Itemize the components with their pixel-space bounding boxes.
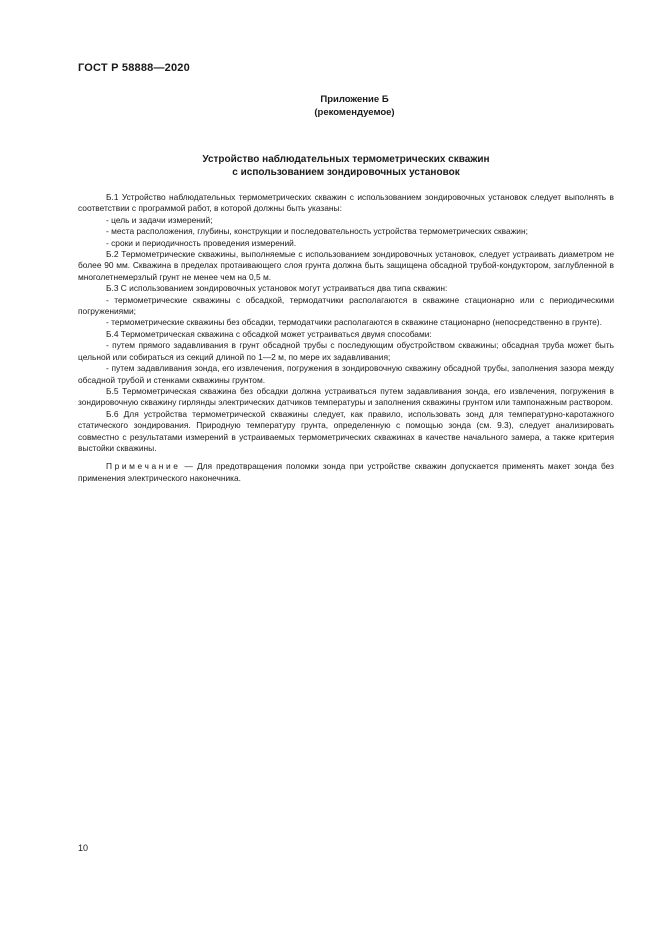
note-label: Примечание xyxy=(106,461,181,472)
page-number: 10 xyxy=(78,843,89,853)
paragraph-b4: Б.4 Термометрическая скважина с обсадкой может устраиваться двумя способами: xyxy=(106,328,432,339)
document-code: ГОСТ Р 58888—2020 xyxy=(78,62,190,74)
body-text xyxy=(78,192,614,484)
list-item: - термометрические скважины без обсадки, термодатчики располагаются в скважине стационарно (непосредственно в грунте). xyxy=(106,317,602,328)
paragraph-b2: Б.2 Термометрические скважины, выполняемые с использованием зондировочных установок, следует устраивать диаметром не более 90 мм. Скважина в пределах протаивающего слоя грунта должна быть защищена обсадной трубой-кондуктором, заглубленной в многолетнемерзлый грунт не менее чем на 0,5 м. xyxy=(78,249,614,282)
paragraph-b5: Б.5 Термометрическая скважина без обсадки должна устраиваться путем задавливания зонда, его извлечения, погружения в зондировочную скважину гирлянды электрических датчиков температуры и заполнения скважины грунтом или тампонажным раствором. xyxy=(78,385,614,408)
list-item: - места расположения, глубины, конструкции и последовательность устройства термометрических скважин; xyxy=(106,226,528,237)
section-title xyxy=(78,153,614,179)
appendix-heading xyxy=(0,93,661,119)
section-title-line-2: с использованием зондировочных установок xyxy=(232,167,460,178)
appendix-status: (рекомендуемое) xyxy=(314,107,395,118)
list-item: - путем прямого задавливания в грунт обсадной трубы с последующим обустройством скважины; обсадная труба может быть цельной или собираться из секций длиной по 1—2 м, по мере их задавливания; xyxy=(78,340,614,362)
paragraph-b6: Б.6 Для устройства термометрической скважины следует, как правило, использовать зонд для температурно-каротажного статического зондирования. Природную температуру грунта, определенную с помощью зонда (см. 9.3), следует анализировать совместно с результатами измерений в устраиваемых термометрических скважинах в качестве начального замера, а также критерия выстойки скважины. xyxy=(78,408,614,453)
list-item: - путем задавливания зонда, его извлечения, погружения в зондировочную скважину обсадной трубы, заполнения зазора между обсадной трубой и стенками скважины грунтом. xyxy=(78,363,614,385)
appendix-label: Приложение Б xyxy=(320,94,389,105)
section-title-line-1: Устройство наблюдательных термометрических скважин xyxy=(202,154,490,165)
list-item: - цель и задачи измерений; xyxy=(106,214,213,225)
note-text: — Для предотвращения поломки зонда при устройстве скважин допускается применять макет зонда без применения электрического наконечника. xyxy=(78,461,614,483)
list-item: - термометрические скважины с обсадкой, термодатчики располагаются в скважине стационарно или с периодическими погружениями; xyxy=(78,294,614,317)
paragraph-b1: Б.1 Устройство наблюдательных термометрических скважин с использованием зондировочных установок следует выполнять в соответствии с программой работ, в которой должны быть указаны: xyxy=(78,192,614,214)
note xyxy=(78,461,614,484)
paragraph-b3: Б.3 С использованием зондировочных установок могут устраиваться два типа скважин: xyxy=(106,283,448,294)
list-item: - сроки и периодичность проведения измерений. xyxy=(106,237,297,248)
